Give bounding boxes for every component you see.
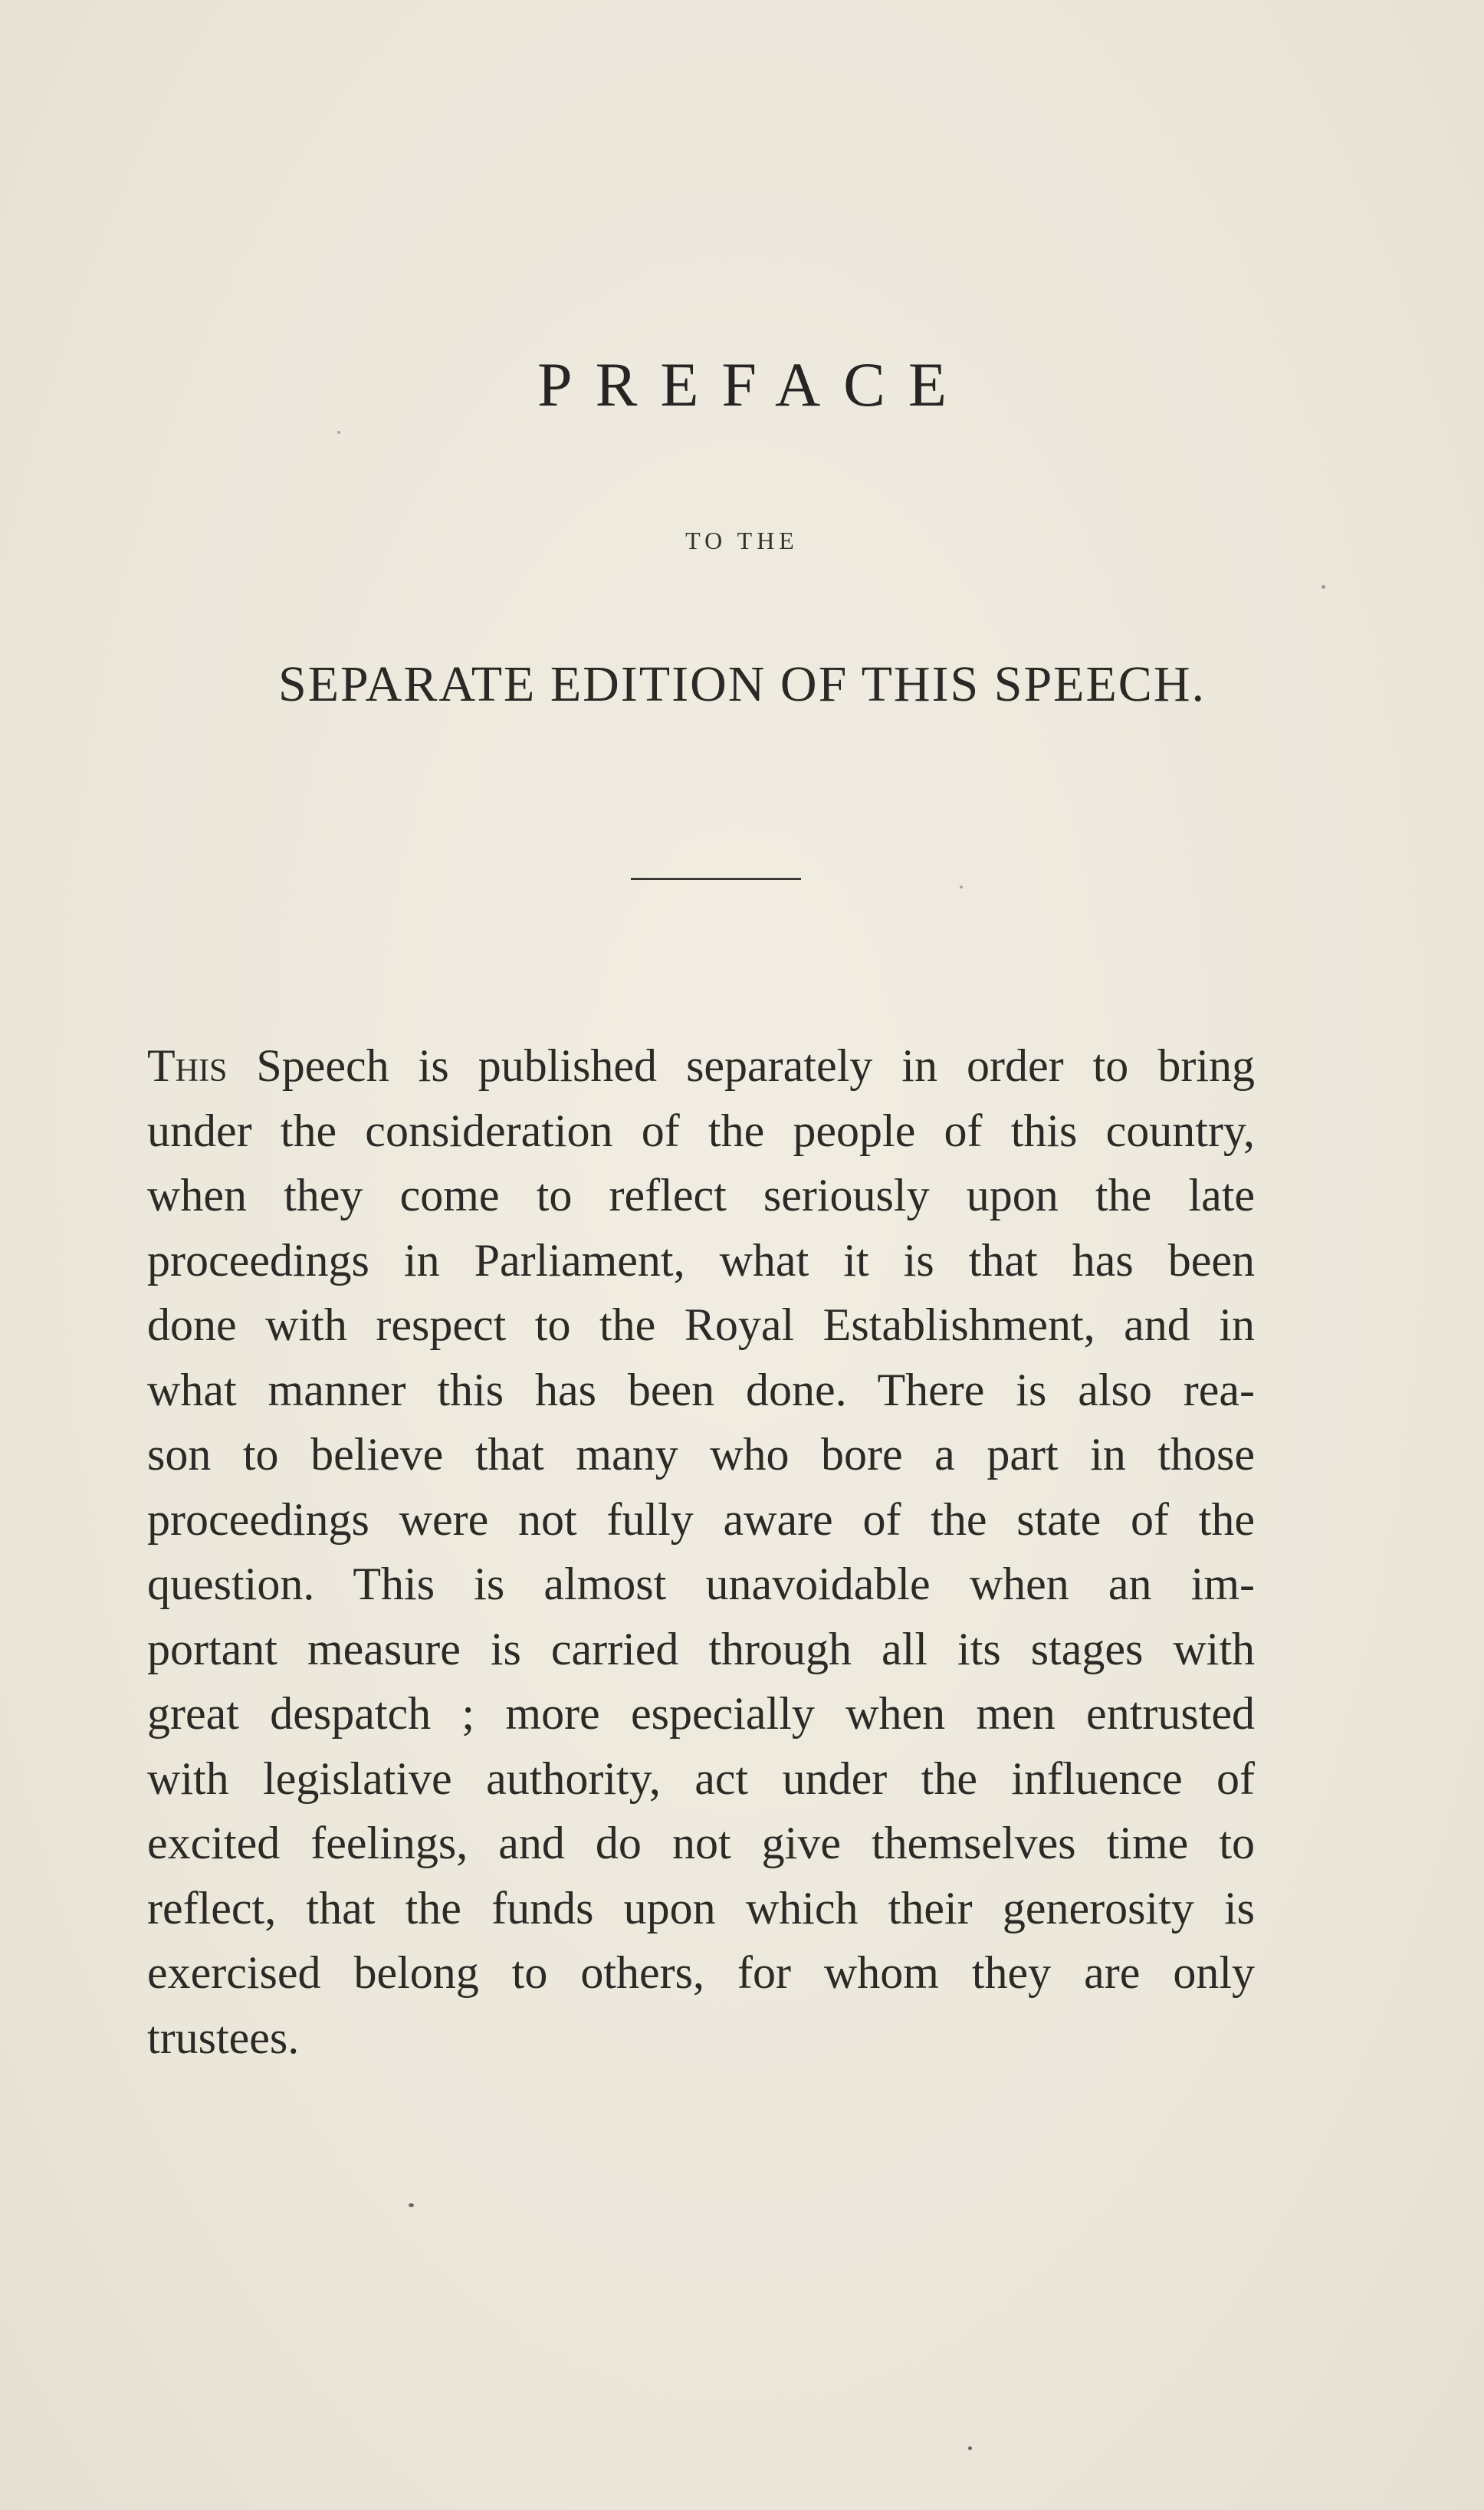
page-subtitle: SEPARATE EDITION OF THIS SPEECH. [278, 656, 1206, 712]
paper-speck [337, 431, 340, 434]
paragraph-line: portant measure is carried through all its stages with [147, 1623, 1255, 1674]
page-title: PREFACE [537, 350, 970, 419]
paragraph-line: exercised belong to others, for whom they are only [147, 1947, 1255, 1998]
paper-speck [968, 2446, 972, 2450]
paper-speck [960, 885, 963, 889]
paragraph-line: trustees. [147, 2012, 300, 2063]
paragraph-line: question. This is almost unavoidable when an im- [147, 1559, 1255, 1609]
title-connector: TO THE [685, 527, 799, 554]
section-divider-rule [631, 878, 801, 880]
paragraph-line: done with respect to the Royal Establishment, and in [147, 1299, 1255, 1350]
paragraph-line [147, 1033, 1255, 1099]
paragraph-line: under the consideration of the people of this country, [147, 1105, 1255, 1156]
paragraph-line: when they come to reflect seriously upon the late [147, 1170, 1255, 1221]
paragraph-line: proceedings were not fully aware of the state of the [147, 1493, 1255, 1545]
paragraph-line-text: Speech is published separately in order to bring [227, 1040, 1255, 1091]
paragraph-line: with legislative authority, act under the influence of [147, 1753, 1255, 1804]
paragraph-line: what manner this has been done. There is also rea- [147, 1364, 1255, 1415]
paragraph-line: excited feelings, and do not give themselves time to [147, 1818, 1255, 1868]
paragraph-line: reflect, that the funds upon which their generosity is [147, 1882, 1255, 1933]
paragraph-line: great despatch ; more especially when men entrusted [147, 1688, 1255, 1739]
paragraph-line: son to believe that many who bore a part in those [147, 1429, 1255, 1480]
paragraph-line: proceedings in Parliament, what it is that has been [147, 1234, 1255, 1286]
drop-word: This [147, 1040, 228, 1091]
preface-paragraph [147, 1033, 1255, 2070]
paper-speck [409, 2203, 414, 2207]
paper-speck [1321, 585, 1325, 589]
